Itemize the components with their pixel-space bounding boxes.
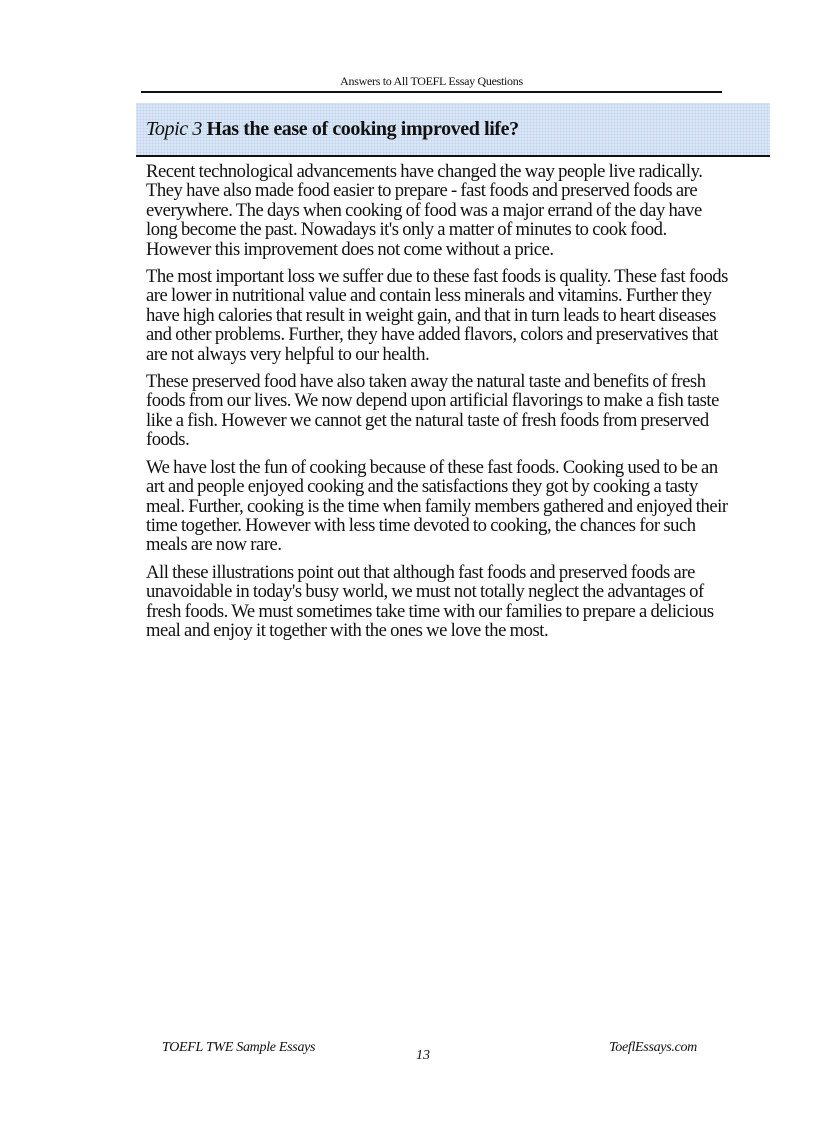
essay-paragraph-1: Recent technological advancements have changed the way people live radically. They have also made food easier to prepare - fast foods and preserved foods are everywhere. The days when cooking of food was a major errand of the day have long become the past. Nowadays it's only a matter of minutes to cook food. However this improvement does not come without a price. — [146, 161, 703, 260]
essay-paragraph-2: The most important loss we suffer due to these fast foods is quality. These fast foods are lower in nutritional value and contain less minerals and vitamins. Further they have high calories that result in weight gain, and that in turn leads to heart diseases and other problems. Further, they have added flavors, colors and preservatives that are not always very helpful to our health. — [146, 266, 728, 365]
essay-paragraph-4: We have lost the fun of cooking because of these fast foods. Cooking used to be an art and people enjoyed cooking and the satisfactions they got by cooking a tasty meal. Further, cooking is the time when family members gathered and enjoyed their time together. However with less time devoted to cooking, the chances for such meals are now rare. — [146, 456, 728, 556]
running-header: Answers to All TOEFL Essay Questions — [340, 74, 523, 88]
footer-page-number: 13 — [416, 1048, 430, 1063]
essay-paragraph-5: All these illustrations point out that although fast foods and preserved foods are unavoidable in today's busy world, we must not totally neglect the advantages of fresh foods. We must sometimes take time with our families to prepare a delicious meal and enjoy it together with the ones we love the most. — [146, 561, 714, 641]
topic-question: Has the ease of cooking improved life? — [206, 118, 519, 140]
topic-heading — [146, 118, 519, 141]
topic-label: Topic 3 — [146, 118, 202, 140]
footer-book-title: TOEFL TWE Sample Essays — [162, 1040, 316, 1055]
topic-divider — [136, 155, 770, 157]
header-divider — [141, 91, 722, 93]
essay-paragraph-3: These preserved food have also taken away the natural taste and benefits of fresh foods from our lives. We now depend upon artificial flavorings to make a fish taste like a fish. However we cannot get the natural taste of fresh foods from preserved foods. — [146, 371, 719, 451]
essay-body — [146, 162, 728, 648]
footer-website: ToeflEssays.com — [609, 1040, 697, 1055]
